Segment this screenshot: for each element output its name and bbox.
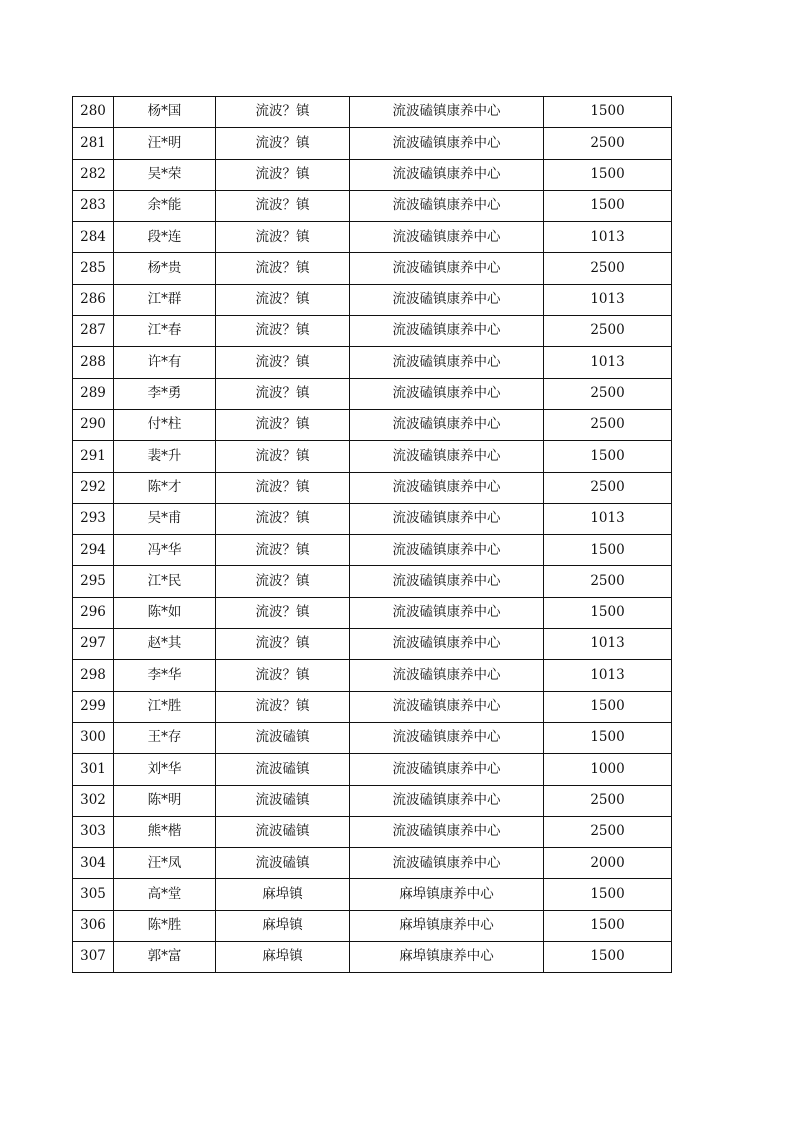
cell-center: 流波磕镇康养中心 (350, 785, 544, 816)
cell-name: 付*柱 (114, 409, 216, 440)
cell-index: 290 (73, 409, 114, 440)
cell-town: 流波磕镇 (216, 816, 350, 847)
cell-town: 流波？镇 (216, 253, 350, 284)
cell-index: 307 (73, 942, 114, 973)
cell-index: 284 (73, 222, 114, 253)
cell-name: 陈*如 (114, 597, 216, 628)
table-row (73, 159, 672, 190)
cell-center: 流波磕镇康养中心 (350, 660, 544, 691)
cell-town: 流波？镇 (216, 190, 350, 221)
cell-center: 流波磕镇康养中心 (350, 535, 544, 566)
cell-name: 江*春 (114, 316, 216, 347)
cell-town: 流波？镇 (216, 535, 350, 566)
cell-index: 286 (73, 284, 114, 315)
cell-amount: 1500 (544, 159, 672, 190)
cell-amount: 2500 (544, 378, 672, 409)
cell-amount: 1013 (544, 503, 672, 534)
cell-index: 288 (73, 347, 114, 378)
cell-center: 流波磕镇康养中心 (350, 378, 544, 409)
cell-town: 流波？镇 (216, 378, 350, 409)
cell-index: 300 (73, 722, 114, 753)
cell-amount: 1500 (544, 910, 672, 941)
table-row (73, 316, 672, 347)
cell-amount: 1013 (544, 660, 672, 691)
table-body (73, 97, 672, 973)
cell-index: 302 (73, 785, 114, 816)
cell-center: 流波磕镇康养中心 (350, 222, 544, 253)
cell-center: 流波磕镇康养中心 (350, 691, 544, 722)
table-row (73, 566, 672, 597)
cell-name: 余*能 (114, 190, 216, 221)
cell-name: 熊*楷 (114, 816, 216, 847)
cell-town: 流波？镇 (216, 159, 350, 190)
cell-index: 287 (73, 316, 114, 347)
cell-town: 流波？镇 (216, 691, 350, 722)
table-row (73, 535, 672, 566)
cell-town: 流波？镇 (216, 566, 350, 597)
cell-town: 流波？镇 (216, 441, 350, 472)
cell-amount: 2500 (544, 566, 672, 597)
cell-index: 291 (73, 441, 114, 472)
cell-name: 陈*胜 (114, 910, 216, 941)
cell-name: 杨*国 (114, 97, 216, 128)
cell-town: 流波？镇 (216, 660, 350, 691)
cell-center: 流波磕镇康养中心 (350, 253, 544, 284)
cell-center: 流波磕镇康养中心 (350, 159, 544, 190)
cell-center: 流波磕镇康养中心 (350, 472, 544, 503)
cell-name: 许*有 (114, 347, 216, 378)
cell-index: 299 (73, 691, 114, 722)
cell-center: 流波磕镇康养中心 (350, 848, 544, 879)
cell-center: 流波磕镇康养中心 (350, 97, 544, 128)
cell-center: 流波磕镇康养中心 (350, 409, 544, 440)
cell-amount: 2500 (544, 128, 672, 159)
cell-name: 李*华 (114, 660, 216, 691)
cell-index: 304 (73, 848, 114, 879)
cell-center: 流波磕镇康养中心 (350, 190, 544, 221)
cell-index: 293 (73, 503, 114, 534)
table-row (73, 97, 672, 128)
table-row (73, 629, 672, 660)
table-row (73, 472, 672, 503)
cell-center: 麻埠镇康养中心 (350, 910, 544, 941)
table-row (73, 848, 672, 879)
cell-town: 流波？镇 (216, 597, 350, 628)
cell-name: 江*民 (114, 566, 216, 597)
cell-amount: 1500 (544, 190, 672, 221)
table-row (73, 879, 672, 910)
cell-town: 流波磕镇 (216, 754, 350, 785)
cell-amount: 1500 (544, 597, 672, 628)
table-row (73, 441, 672, 472)
table-row (73, 754, 672, 785)
cell-index: 282 (73, 159, 114, 190)
cell-name: 高*堂 (114, 879, 216, 910)
cell-center: 流波磕镇康养中心 (350, 629, 544, 660)
cell-town: 流波？镇 (216, 316, 350, 347)
cell-name: 裴*升 (114, 441, 216, 472)
cell-index: 306 (73, 910, 114, 941)
cell-town: 麻埠镇 (216, 942, 350, 973)
table-row (73, 660, 672, 691)
cell-name: 段*连 (114, 222, 216, 253)
cell-name: 江*胜 (114, 691, 216, 722)
cell-center: 流波磕镇康养中心 (350, 347, 544, 378)
cell-town: 流波？镇 (216, 97, 350, 128)
table-row (73, 222, 672, 253)
table-row (73, 253, 672, 284)
cell-amount: 1013 (544, 629, 672, 660)
cell-name: 汪*凤 (114, 848, 216, 879)
table-row (73, 347, 672, 378)
cell-amount: 2500 (544, 785, 672, 816)
cell-amount: 2500 (544, 816, 672, 847)
cell-town: 流波？镇 (216, 472, 350, 503)
cell-name: 赵*其 (114, 629, 216, 660)
cell-index: 281 (73, 128, 114, 159)
cell-center: 流波磕镇康养中心 (350, 441, 544, 472)
cell-name: 吴*荣 (114, 159, 216, 190)
cell-amount: 1500 (544, 441, 672, 472)
cell-index: 289 (73, 378, 114, 409)
cell-town: 流波？镇 (216, 629, 350, 660)
cell-index: 305 (73, 879, 114, 910)
table-row (73, 942, 672, 973)
cell-name: 杨*贵 (114, 253, 216, 284)
cell-town: 流波磕镇 (216, 722, 350, 753)
cell-amount: 1500 (544, 722, 672, 753)
cell-town: 麻埠镇 (216, 879, 350, 910)
cell-amount: 1013 (544, 222, 672, 253)
cell-town: 流波磕镇 (216, 785, 350, 816)
cell-center: 流波磕镇康养中心 (350, 816, 544, 847)
cell-index: 292 (73, 472, 114, 503)
cell-amount: 1500 (544, 691, 672, 722)
cell-name: 江*群 (114, 284, 216, 315)
cell-town: 流波磕镇 (216, 848, 350, 879)
cell-town: 流波？镇 (216, 128, 350, 159)
cell-amount: 1500 (544, 879, 672, 910)
table-row (73, 284, 672, 315)
cell-amount: 1500 (544, 535, 672, 566)
cell-center: 流波磕镇康养中心 (350, 722, 544, 753)
cell-town: 流波？镇 (216, 409, 350, 440)
cell-amount: 2500 (544, 472, 672, 503)
cell-center: 流波磕镇康养中心 (350, 316, 544, 347)
cell-center: 流波磕镇康养中心 (350, 597, 544, 628)
cell-index: 294 (73, 535, 114, 566)
cell-name: 冯*华 (114, 535, 216, 566)
table-row (73, 597, 672, 628)
cell-center: 流波磕镇康养中心 (350, 503, 544, 534)
cell-center: 麻埠镇康养中心 (350, 879, 544, 910)
cell-index: 295 (73, 566, 114, 597)
cell-index: 285 (73, 253, 114, 284)
cell-center: 流波磕镇康养中心 (350, 754, 544, 785)
cell-center: 流波磕镇康养中心 (350, 566, 544, 597)
cell-town: 流波？镇 (216, 222, 350, 253)
cell-name: 郭*富 (114, 942, 216, 973)
table-row (73, 816, 672, 847)
cell-amount: 1013 (544, 284, 672, 315)
cell-name: 陈*明 (114, 785, 216, 816)
cell-town: 流波？镇 (216, 284, 350, 315)
table-row (73, 503, 672, 534)
cell-amount: 2500 (544, 409, 672, 440)
cell-amount: 1500 (544, 942, 672, 973)
cell-center: 流波磕镇康养中心 (350, 128, 544, 159)
cell-amount: 2500 (544, 316, 672, 347)
cell-index: 303 (73, 816, 114, 847)
cell-town: 麻埠镇 (216, 910, 350, 941)
table-row (73, 128, 672, 159)
cell-index: 283 (73, 190, 114, 221)
cell-amount: 2000 (544, 848, 672, 879)
table-row (73, 785, 672, 816)
table-row (73, 691, 672, 722)
cell-name: 陈*才 (114, 472, 216, 503)
cell-name: 王*存 (114, 722, 216, 753)
table-row (73, 378, 672, 409)
cell-center: 麻埠镇康养中心 (350, 942, 544, 973)
table-row (73, 190, 672, 221)
cell-name: 汪*明 (114, 128, 216, 159)
cell-amount: 1500 (544, 97, 672, 128)
cell-index: 298 (73, 660, 114, 691)
cell-name: 吴*甫 (114, 503, 216, 534)
cell-amount: 2500 (544, 253, 672, 284)
table-row (73, 409, 672, 440)
cell-town: 流波？镇 (216, 503, 350, 534)
beneficiary-table (72, 96, 672, 973)
cell-index: 280 (73, 97, 114, 128)
cell-name: 刘*华 (114, 754, 216, 785)
cell-amount: 1000 (544, 754, 672, 785)
cell-center: 流波磕镇康养中心 (350, 284, 544, 315)
cell-index: 296 (73, 597, 114, 628)
cell-name: 李*勇 (114, 378, 216, 409)
table-row (73, 722, 672, 753)
table-row (73, 910, 672, 941)
cell-amount: 1013 (544, 347, 672, 378)
cell-index: 301 (73, 754, 114, 785)
cell-town: 流波？镇 (216, 347, 350, 378)
cell-index: 297 (73, 629, 114, 660)
